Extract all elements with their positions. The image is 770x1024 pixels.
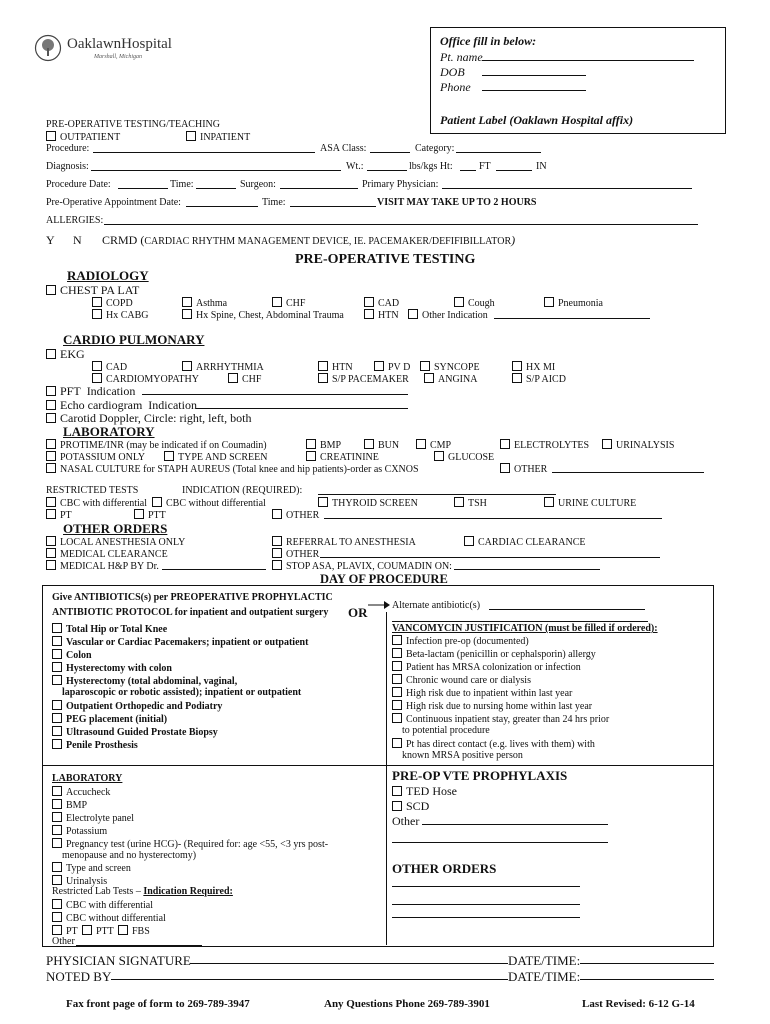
urine-culture-checkbox[interactable]: URINE CULTURE (544, 497, 636, 510)
syncope-checkbox[interactable]: SYNCOPE (420, 361, 480, 374)
antibiotic-item-3[interactable]: Colon (52, 649, 92, 662)
dop-other-field[interactable] (76, 936, 202, 946)
appt-time-field[interactable] (290, 197, 376, 207)
day-box-divider (386, 612, 387, 945)
dop-lab-heading: LABORATORY (52, 773, 123, 784)
height-ft-field[interactable] (460, 161, 476, 171)
inpatient-checkbox[interactable]: INPATIENT (186, 131, 250, 144)
laboratory-heading: LABORATORY (63, 424, 155, 439)
cmp-checkbox[interactable]: CMP (416, 439, 451, 452)
sp-pacemaker-checkbox[interactable]: S/P PACEMAKER (318, 373, 409, 386)
antibiotics-line1: Give ANTIBIOTICS(s) per PREOPERATIVE PROPHYLACTIC (52, 592, 333, 603)
scd-checkbox[interactable]: SCD (392, 799, 429, 813)
dop-ptt-checkbox[interactable]: PTT (82, 925, 114, 938)
appt-time-label: Time: (262, 197, 286, 208)
antibiotic-item-9[interactable]: Penile Prosthesis (52, 739, 138, 752)
chest-pa-lat-checkbox[interactable]: CHEST PA LAT (46, 283, 139, 297)
vanco-item-8[interactable]: Pt has direct contact (e.g. lives with them) with (392, 738, 595, 751)
medical-clearance-checkbox[interactable]: MEDICAL CLEARANCE (46, 548, 168, 561)
antibiotic-item-6[interactable]: Outpatient Orthopedic and Podiatry (52, 700, 222, 713)
protime-checkbox[interactable]: PROTIME/INR (may be indicated if on Coumadin) (46, 439, 267, 452)
day-of-procedure-title: DAY OF PROCEDURE (320, 572, 448, 586)
vanco-item-5[interactable]: High risk due to inpatient within last year (392, 687, 572, 700)
restricted-heading: RESTRICTED TESTS (46, 485, 139, 496)
antibiotic-item-2[interactable]: Vascular or Cardiac Pacemakers; inpatient or outpatient (52, 636, 308, 649)
stop-asa-checkbox[interactable]: STOP ASA, PLAVIX, COUMADIN ON: (272, 560, 452, 573)
noted-by-field[interactable] (111, 970, 508, 980)
dop-cbc-nodiff-checkbox[interactable]: CBC without differential (52, 912, 166, 925)
sp-aicd-checkbox[interactable]: S/P AICD (512, 373, 566, 386)
urinalysis-checkbox[interactable]: URINALYSIS (602, 439, 674, 452)
time-field[interactable] (196, 179, 236, 189)
type-screen-checkbox[interactable]: TYPE AND SCREEN (164, 451, 267, 464)
vanco-item-8-cont: known MRSA positive person (402, 750, 523, 761)
type-screen-dop-checkbox[interactable]: Type and screen (52, 862, 131, 875)
other-indication-checkbox[interactable]: Other Indication (408, 309, 488, 322)
medical-hp-field[interactable] (162, 560, 266, 570)
phone-field[interactable] (482, 81, 586, 91)
angina-checkbox[interactable]: ANGINA (424, 373, 477, 386)
procedure-date-field[interactable] (118, 179, 168, 189)
footer-revised: Last Revised: 6-12 G-14 (582, 998, 695, 1010)
hx-spine-checkbox[interactable]: Hx Spine, Chest, Abdominal Trauma (182, 309, 344, 322)
time-label: Time: (170, 179, 194, 190)
dob-field[interactable] (482, 66, 586, 76)
crmd-yes[interactable]: Y (46, 233, 55, 247)
phone-label: Phone (440, 80, 471, 94)
cbc-nodiff-checkbox[interactable]: CBC without differential (152, 497, 266, 510)
lbs-height-label: lbs/kgs Ht: (409, 161, 453, 172)
height-in-field[interactable] (496, 161, 532, 171)
dob-label: DOB (440, 65, 465, 79)
radiology-heading: RADIOLOGY (67, 268, 149, 283)
vte-other-field[interactable] (422, 815, 608, 825)
procedure-field[interactable] (93, 143, 315, 153)
asthma-checkbox[interactable]: Asthma (182, 297, 227, 310)
cardio-cad-checkbox[interactable]: CAD (92, 361, 127, 374)
thyroid-checkbox[interactable]: THYROID SCREEN (318, 497, 418, 510)
weight-label: Wt.: (346, 161, 364, 172)
dop-cbc-diff-checkbox[interactable]: CBC with differential (52, 899, 153, 912)
asa-class-label: ASA Class: (320, 143, 367, 154)
antibiotic-item-1[interactable]: Total Hip or Total Knee (52, 623, 167, 636)
antibiotic-item-5-cont: laparoscopic or robotic assisted); inpatient or outpatient (62, 687, 302, 698)
antibiotics-line2: ANTIBIOTIC PROTOCOL for inpatient and outpatient surgery (52, 607, 329, 618)
surgeon-label: Surgeon: (240, 179, 276, 190)
testing-title: PRE-OPERATIVE TESTING (295, 252, 476, 267)
cardiac-clearance-checkbox[interactable]: CARDIAC CLEARANCE (464, 536, 586, 549)
alternate-antibiotic-field[interactable] (489, 600, 645, 610)
cough-checkbox[interactable]: Cough (454, 297, 495, 310)
noted-datetime-label: DATE/TIME: (508, 969, 581, 984)
diagnosis-field[interactable] (91, 161, 341, 171)
preop-teaching-heading: PRE-OPERATIVE TESTING/TEACHING (46, 119, 220, 130)
physician-signature-label: PHYSICIAN SIGNATURE (46, 953, 191, 968)
accucheck-checkbox[interactable]: Accucheck (52, 786, 110, 799)
alternate-antibiotic-label: Alternate antibiotic(s) (392, 600, 481, 611)
other-orders-line-3[interactable] (392, 908, 580, 918)
surgeon-field[interactable] (280, 179, 358, 189)
echo-indication-field[interactable] (196, 399, 408, 409)
footer-fax: Fax front page of form to 269-789-3947 (66, 998, 250, 1010)
restricted-indication-field[interactable] (318, 485, 556, 495)
vanco-item-7-cont: to potential procedure (402, 725, 490, 736)
vanco-item-6[interactable]: High risk due to nursing home within last year (392, 700, 592, 713)
weight-field[interactable] (367, 161, 407, 171)
antibiotic-item-4[interactable]: Hysterectomy with colon (52, 662, 172, 675)
other-orders-line-2[interactable] (392, 895, 580, 905)
dop-bmp-checkbox[interactable]: BMP (52, 799, 87, 812)
physician-signature-field[interactable] (190, 954, 508, 964)
procedure-label: Procedure: (46, 143, 90, 154)
cbc-diff-checkbox[interactable]: CBC with differential (46, 497, 147, 510)
vanco-item-7[interactable]: Continuous inpatient stay, greater than 24 hrs prior (392, 713, 609, 726)
medical-hp-checkbox[interactable]: MEDICAL H&P BY Dr. (46, 560, 159, 573)
procedure-date-label: Procedure Date: (46, 179, 111, 190)
pft-checkbox[interactable]: PFT Indication (46, 384, 135, 398)
glucose-checkbox[interactable]: GLUCOSE (434, 451, 494, 464)
hospital-city: Marshall, Michigan (94, 54, 142, 60)
potassium-checkbox[interactable]: POTASSIUM ONLY (46, 451, 145, 464)
cad-checkbox[interactable]: CAD (364, 297, 399, 310)
pneumonia-checkbox[interactable]: Pneumonia (544, 297, 603, 310)
hx-mi-checkbox[interactable]: HX MI (512, 361, 555, 374)
local-anesthesia-checkbox[interactable]: LOCAL ANESTHESIA ONLY (46, 536, 185, 549)
copd-checkbox[interactable]: COPD (92, 297, 133, 310)
cardiomyopathy-checkbox[interactable]: CARDIOMYOPATHY (92, 373, 199, 386)
other-orders-other-field[interactable] (320, 548, 660, 558)
bmp-checkbox[interactable]: BMP (306, 439, 341, 452)
appt-date-label: Pre-Operative Appointment Date: (46, 197, 181, 208)
patient-label-note: Patient Label (Oaklawn Hospital affix) (440, 113, 634, 127)
pt-name-field[interactable] (482, 51, 694, 61)
chf-checkbox[interactable]: CHF (272, 297, 305, 310)
stop-asa-field[interactable] (454, 560, 600, 570)
vanco-item-4[interactable]: Chronic wound care or dialysis (392, 674, 531, 687)
electrolyte-panel-checkbox[interactable]: Electrolyte panel (52, 812, 134, 825)
primary-physician-field[interactable] (442, 179, 692, 189)
day-box-mid-line (42, 765, 713, 766)
allergies-label: ALLERGIES: (46, 215, 104, 226)
lab-other-checkbox[interactable]: OTHER (500, 463, 547, 476)
footer-questions: Any Questions Phone 269-789-3901 (324, 998, 490, 1010)
other-orders-heading: OTHER ORDERS (63, 521, 168, 536)
restricted-other-checkbox[interactable]: OTHER (272, 509, 319, 522)
vte-heading: PRE-OP VTE PROPHYLAXIS (392, 768, 568, 783)
appt-date-field[interactable] (186, 197, 258, 207)
other-indication-field[interactable] (494, 309, 650, 319)
other-orders-line-1[interactable] (392, 877, 580, 887)
antibiotic-item-5[interactable]: Hysterectomy (total abdominal, vaginal, (52, 675, 237, 688)
pt-checkbox[interactable]: PT (46, 509, 72, 522)
alternate-antibiotic-field-2[interactable] (392, 612, 648, 622)
antibiotic-item-8[interactable]: Ultrasound Guided Prostate Biopsy (52, 726, 218, 739)
bun-checkbox[interactable]: BUN (364, 439, 399, 452)
primary-physician-label: Primary Physician: (362, 179, 439, 190)
diagnosis-label: Diagnosis: (46, 161, 89, 172)
tree-logo-icon (34, 34, 62, 62)
vte-other-orders-heading: OTHER ORDERS (392, 861, 497, 876)
echo-checkbox[interactable]: Echo cardiogram Indication (46, 398, 197, 412)
arrhythmia-checkbox[interactable]: ARRHYTHMIA (182, 361, 264, 374)
in-label: IN (536, 161, 547, 172)
tsh-checkbox[interactable]: TSH (454, 497, 487, 510)
pvd-checkbox[interactable]: PV D (374, 361, 410, 374)
category-field[interactable] (456, 143, 541, 153)
other-orders-other-checkbox[interactable]: OTHER (272, 548, 319, 561)
crmd-line: CRMD (CARDIAC RHYTHM MANAGEMENT DEVICE, IE. PACEMAKER/DEFIFIBILLATOR) (102, 233, 516, 247)
asa-class-field[interactable] (370, 143, 410, 153)
dop-other-label: Other (52, 936, 75, 947)
referral-anesthesia-checkbox[interactable]: REFERRAL TO ANESTHESIA (272, 536, 416, 549)
nasal-culture-checkbox[interactable]: NASAL CULTURE for STAPH AUREUS (Total knee and hip patients)-order as CXNOS (46, 463, 419, 476)
noted-datetime-field[interactable] (580, 970, 714, 980)
carotid-checkbox[interactable]: Carotid Doppler, Circle: right, left, both (46, 411, 251, 425)
restricted-other-field[interactable] (324, 509, 662, 519)
lab-other-field[interactable] (552, 463, 704, 473)
vte-other-label: Other (392, 814, 420, 828)
cardio-chf-checkbox[interactable]: CHF (228, 373, 261, 386)
vanco-item-2[interactable]: Beta-lactam (penicillin or cephalsporin) allergy (392, 648, 596, 661)
dop-potassium-checkbox[interactable]: Potassium (52, 825, 107, 838)
pregnancy-test-cont: menopause and no hysterectomy) (62, 850, 197, 861)
pft-indication-field[interactable] (142, 385, 408, 395)
visit-note: VISIT MAY TAKE UP TO 2 HOURS (377, 197, 537, 208)
physician-datetime-field[interactable] (580, 954, 714, 964)
ted-hose-checkbox[interactable]: TED Hose (392, 784, 457, 798)
arrow-right-icon (368, 600, 390, 610)
vanco-item-1[interactable]: Infection pre-op (documented) (392, 635, 529, 648)
dop-fbs-checkbox[interactable]: FBS (118, 925, 150, 938)
ft-label: FT (479, 161, 491, 172)
cardio-htn-checkbox[interactable]: HTN (318, 361, 353, 374)
hx-cabg-checkbox[interactable]: Hx CABG (92, 309, 149, 322)
dop-urinalysis-checkbox[interactable]: Urinalysis (52, 875, 107, 888)
electrolytes-checkbox[interactable]: ELECTROLYTES (500, 439, 589, 452)
creatinine-checkbox[interactable]: CREATININE (306, 451, 379, 464)
office-title: Office fill in below: (440, 34, 537, 48)
or-label: OR (348, 605, 368, 620)
vanco-item-3[interactable]: Patient has MRSA colonization or infection (392, 661, 581, 674)
ptt-checkbox[interactable]: PTT (134, 509, 166, 522)
pt-name-label: Pt. name (440, 50, 483, 64)
dop-pt-checkbox[interactable]: PT (52, 925, 78, 938)
pregnancy-test-checkbox[interactable]: Pregnancy test (urine HCG)- (Required for: age <55, <3 yrs post- (52, 838, 328, 851)
restricted-indication-label: INDICATION (REQUIRED): (182, 485, 303, 496)
outpatient-checkbox[interactable]: OUTPATIENT (46, 131, 120, 144)
allergies-field[interactable] (104, 215, 698, 225)
antibiotic-item-7[interactable]: PEG placement (initial) (52, 713, 167, 726)
crmd-no[interactable]: N (73, 233, 82, 247)
cardio-heading: CARDIO PULMONARY (63, 332, 205, 347)
ekg-checkbox[interactable]: EKG (46, 347, 85, 361)
vancomycin-heading: VANCOMYCIN JUSTIFICATION (must be filled if ordered): (392, 623, 658, 634)
category-label: Category: (415, 143, 455, 154)
restricted-lab-label: Restricted Lab Tests – Indication Required: (52, 886, 233, 897)
physician-datetime-label: DATE/TIME: (508, 953, 581, 968)
noted-by-label: NOTED BY (46, 969, 112, 984)
vte-other-field-2[interactable] (392, 833, 608, 843)
hospital-name: OaklawnHospital (67, 36, 172, 52)
htn-checkbox[interactable]: HTN (364, 309, 399, 322)
